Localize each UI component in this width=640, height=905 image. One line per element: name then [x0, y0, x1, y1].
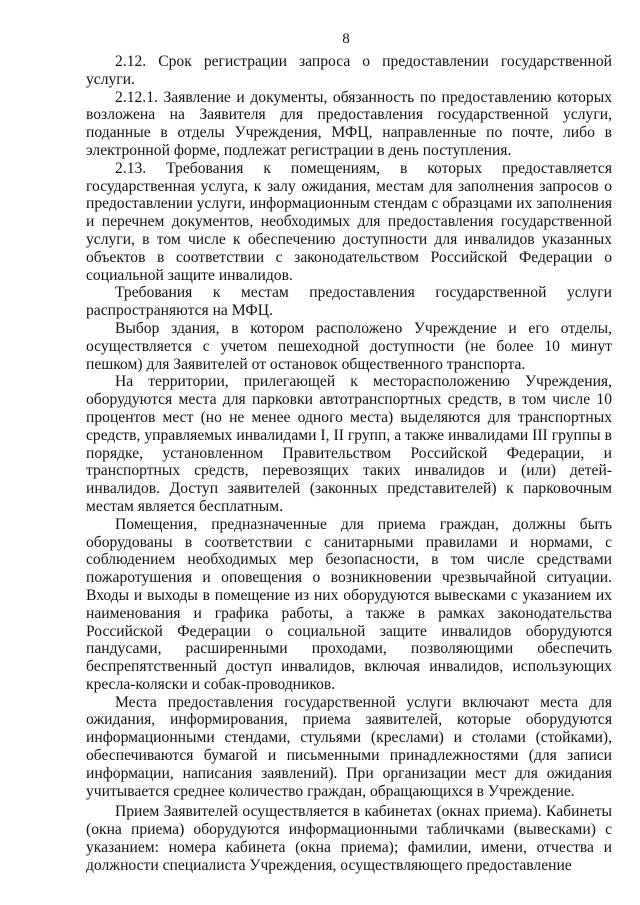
paragraph-building-choice: Выбор здания, в котором расположено Учреждение и его отделы, осуществляется с учетом пешеходной доступности (не более 10 минут пешком) для Заявителей от остановок общественного транспорта.: [86, 319, 612, 373]
paragraph-parking: На территории, прилегающей к месторасположению Учреждения, оборудуются места для парковки автотранспортных средств, в том числе 10 процентов мест (но не менее одного места) выделяются для транспортных средств, управляемых инвалидами I, II групп, а также инвалидами III группы в порядке, установленном Правительством Российской Федерации, и транспортных средств, перевозящих таких инвалидов и (или) детей-инвалидов. Доступ заявителей (законных представителей) к парковочным местам является бесплатным.: [86, 373, 612, 515]
paragraph-premises: Помещения, предназначенные для приема граждан, должны быть оборудованы в соответствии с санитарными правилами и нормами, с соблюдением необходимых мер безопасности, в том числе средствами пожаротушения и оповещения о возникновении чрезвычайной ситуации. Входы и выходы в помещение из них оборудуются вывесками с указанием их наименования и графика работы, а также в рамках законодательства Российской Федерации о социальной защите инвалидов оборудуются пандусами, расширенными проходами, позволяющими обеспечить беспрепятственный доступ инвалидов, включая инвалидов, использующих кресла-коляски и собак-проводников.: [86, 515, 612, 693]
paragraph-2-13: 2.13. Требования к помещениям, в которых предоставляется государственная услуга, к залу ожидания, местам для заполнения запросов о предоставлении услуги, информационным стендам с образцами их заполнения и перечнем документов, необходимых для предоставления государственной услуги, в том числе к обеспечению доступности для инвалидов указанных объектов в соответствии с законодательством Российской Федерации о социальной защите инвалидов.: [86, 159, 612, 284]
paragraph-reception: Прием Заявителей осуществляется в кабинетах (окнах приема). Кабинеты (окна приема) оборудуются информационными табличками (вывесками) с указанием: номера кабинета (окна приема); фамилии, имени, отчества и должности специалиста Учреждения, осуществляющего предоставление: [86, 803, 612, 874]
paragraph-2-12-1: 2.12.1. Заявление и документы, обязанность по предоставлению которых возложена на Заявителя для предоставления государственной услуги, поданные в отделы Учреждения, МФЦ, направленные по почте, либо в электронной форме, подлежат регистрации в день поступления.: [86, 88, 612, 159]
paragraph-waiting-places: Места предоставления государственной услуги включают места для ожидания, информирования, приема заявителей, которые оборудуются информационными стендами, стульями (креслами) и столами (стойками), обеспечиваются бумагой и письменными принадлежностями (для записи информации, написания заявлений). При организации мест для ожидания учитывается среднее количество граждан, обращающихся в Учреждение.: [86, 693, 612, 800]
paragraph-mfc-requirements: Требования к местам предоставления государственной услуги распространяются на МФЦ.: [86, 284, 612, 320]
paragraph-2-12: 2.12. Срок регистрации запроса о предоставлении государственной услуги.: [86, 53, 612, 88]
page-number: 8: [342, 31, 350, 47]
